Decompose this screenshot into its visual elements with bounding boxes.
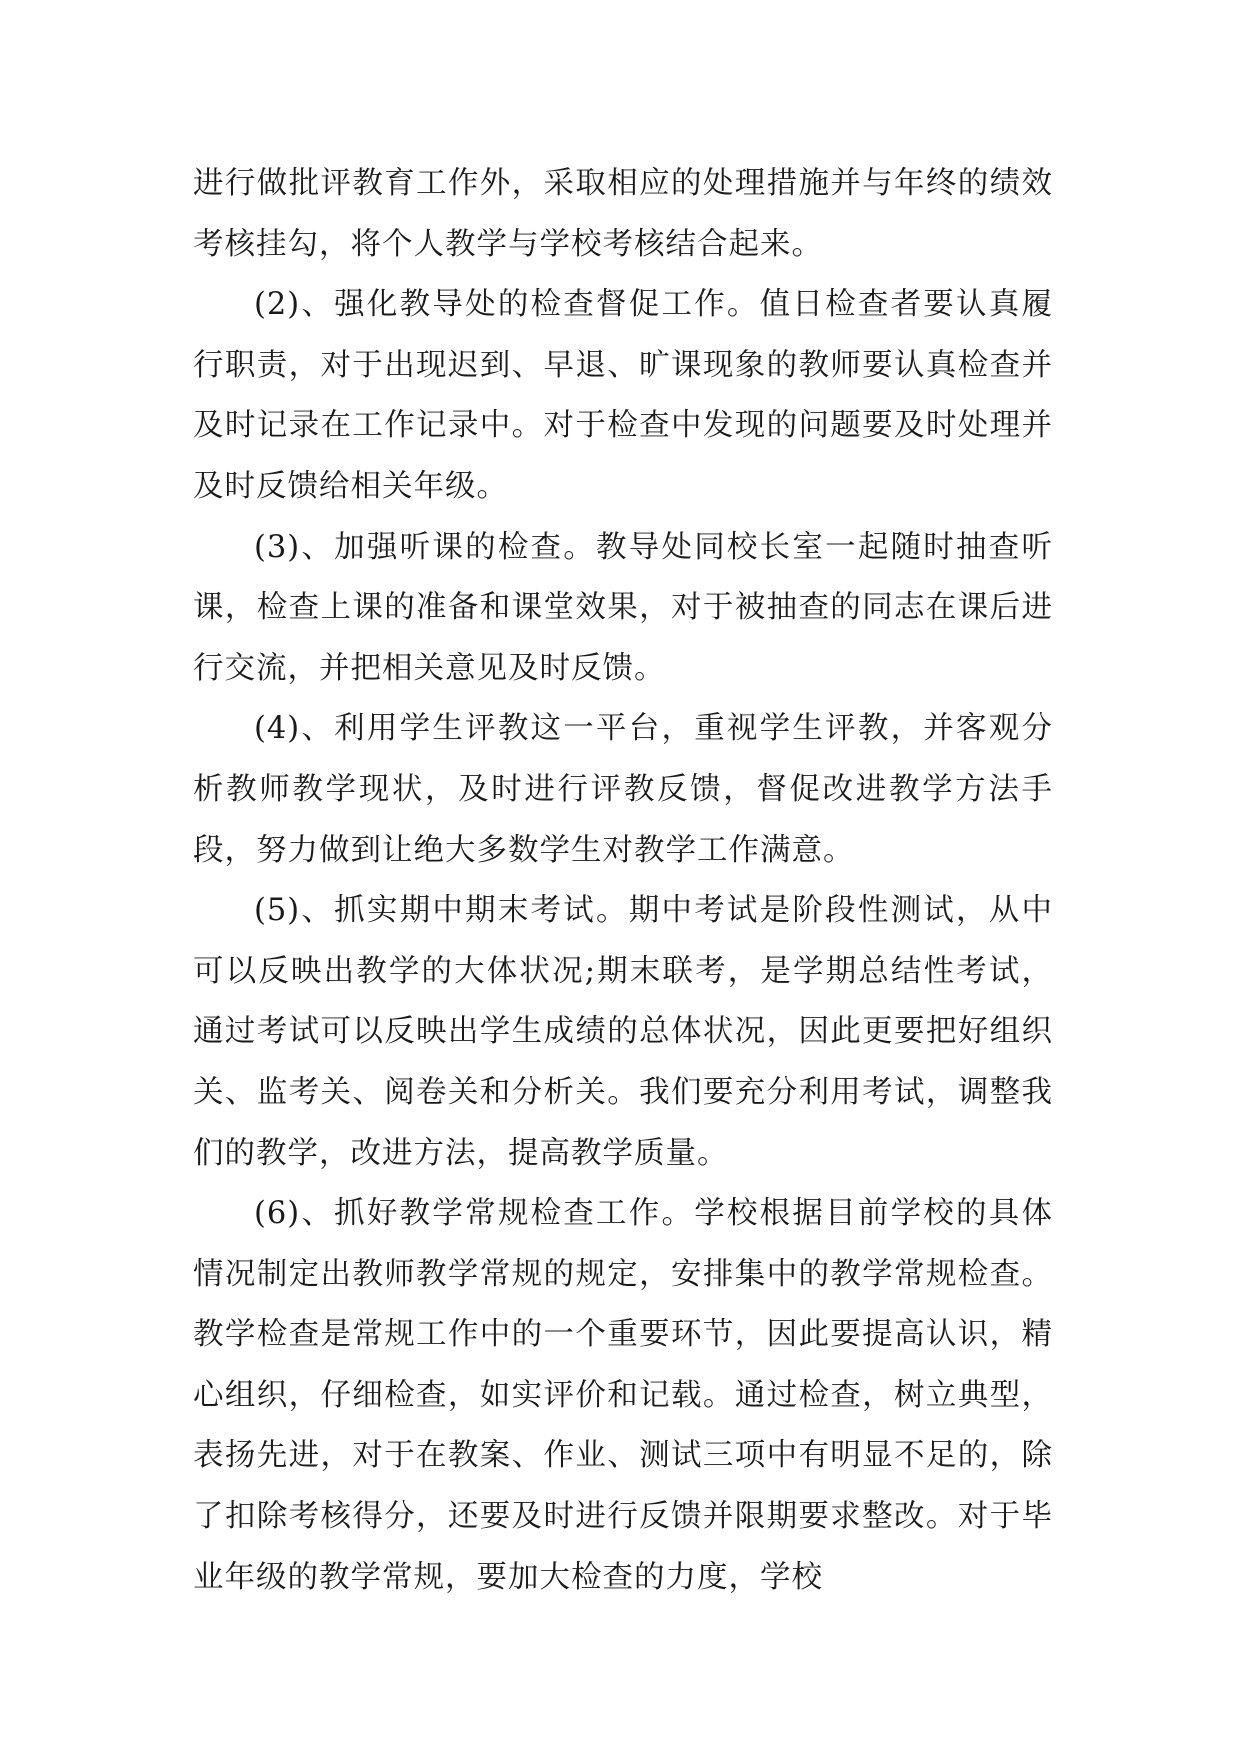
document-body	[193, 154, 1053, 1608]
paragraph-item-2: (2)、强化教导处的检查督促工作。值日检查者要认真履行职责，对于出现迟到、早退、旷课现象的教师要认真检查并及时记录在工作记录中。对于检查中发现的问题要及时处理并及时反馈给相关年级。	[193, 287, 1053, 504]
paragraph-item-3: (3)、加强听课的检查。教导处同校长室一起随时抽查听课，检查上课的准备和课堂效果，对于被抽查的同志在课后进行交流，并把相关意见及时反馈。	[193, 529, 1053, 686]
paragraph-item-6: (6)、抓好教学常规检查工作。学校根据目前学校的具体情况制定出教师教学常规的规定，安排集中的教学常规检查。教学检查是常规工作中的一个重要环节，因此要提高认识，精心组织，仔细检查，如实评价和记载。通过检查，树立典型，表扬先进，对于在教案、作业、测试三项中有明显不足的，除了扣除考核得分，还要及时进行反馈并限期要求整改。对于毕业年级的教学常规，要加大检查的力度，学校	[193, 1196, 1053, 1595]
paragraph-item-4: (4)、利用学生评教这一平台，重视学生评教，并客观分析教师教学现状，及时进行评教反馈，督促改进教学方法手段，努力做到让绝大多数学生对教学工作满意。	[193, 711, 1053, 868]
paragraph-item-5: (5)、抓实期中期末考试。期中考试是阶段性测试，从中可以反映出教学的大体状况;期末联考，是学期总结性考试，通过考试可以反映出学生成绩的总体状况，因此更要把好组织关、监考关、阅卷关和分析关。我们要充分利用考试，调整我们的教学，改进方法，提高教学质量。	[193, 893, 1053, 1171]
paragraph-continuation: 进行做批评教育工作外，采取相应的处理措施并与年终的绩效考核挂勾，将个人教学与学校考核结合起来。	[193, 166, 1053, 262]
